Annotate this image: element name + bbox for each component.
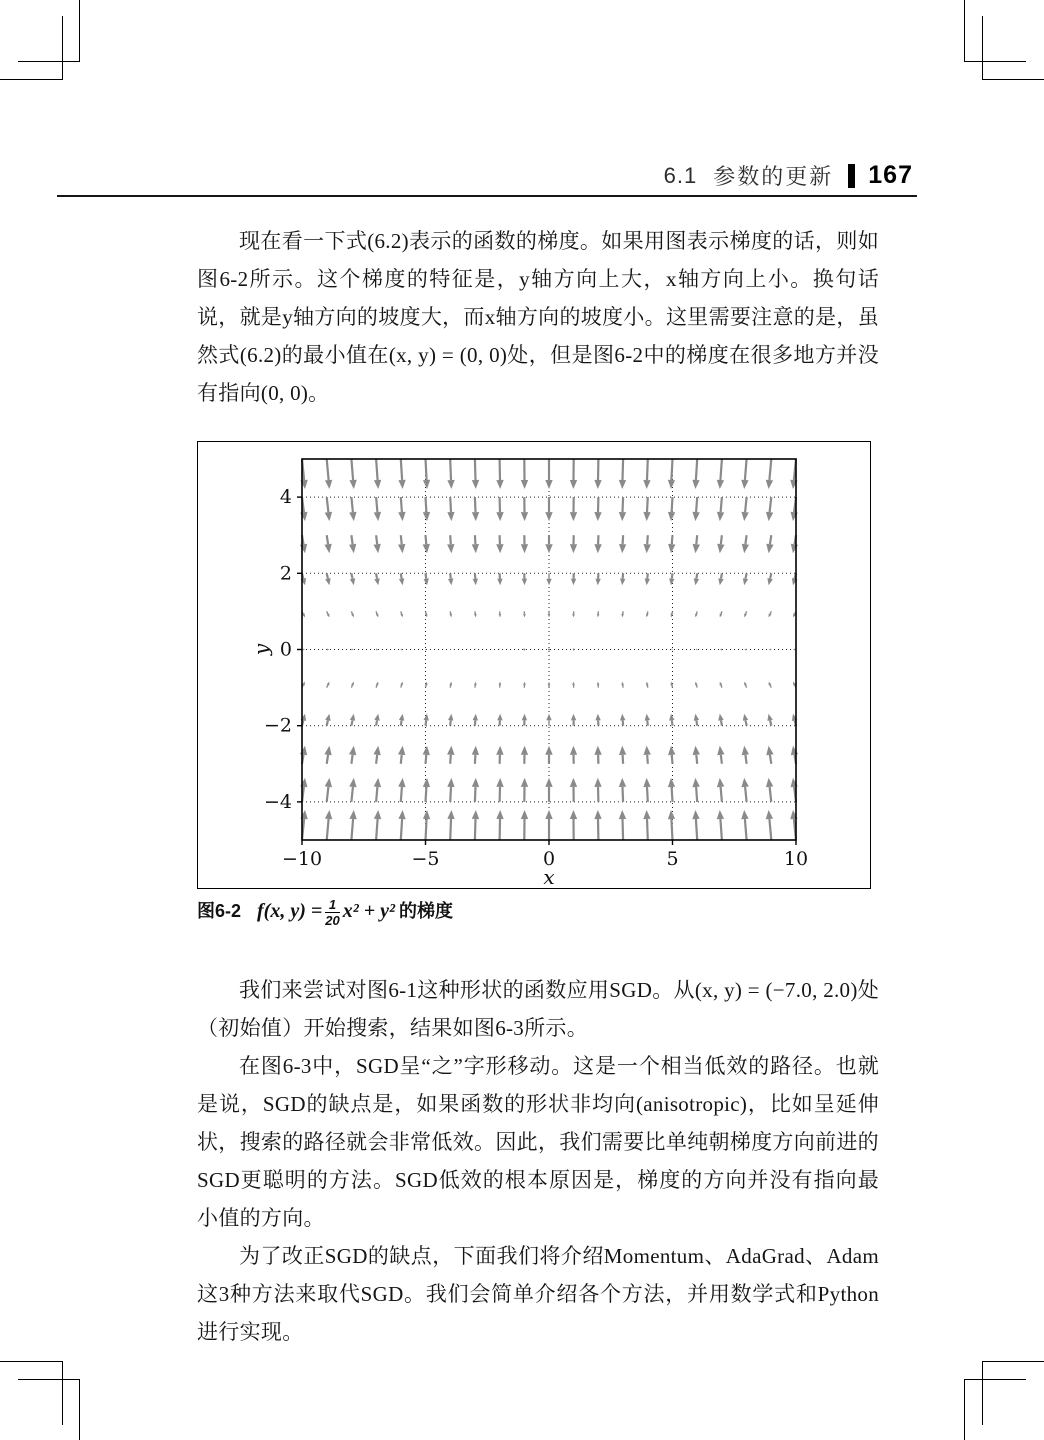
paragraph: 为了改正SGD的缺点，下面我们将介绍Momentum、AdaGrad、Adam这3种方法来取代SGD。我们会简单介绍各个方法，并用数学式和Python进行实现。 [197,1244,879,1344]
paragraph: 我们来尝试对图6-1这种形状的函数应用SGD。从(x, y) = (−7.0, 2.0)处（初始值）开始搜索，结果如图6-3所示。 [197,978,879,1040]
fraction-denominator: 20 [325,913,340,928]
caption-formula-f: f(x, y) = [257,900,323,922]
svg-text:−10: −10 [281,848,323,870]
section-number: 6.1 [663,162,698,188]
crop-mark-bottom-right-inner [982,1361,1044,1425]
figure-caption [197,897,879,927]
svg-text:−4: −4 [263,790,292,813]
header-bar-divider [848,164,855,188]
figure-caption-label: 图6-2 [197,901,242,921]
svg-text:0: 0 [279,638,292,661]
caption-tail: 的梯度 [399,901,454,921]
caption-formula-fraction [325,898,339,927]
crop-mark-top-right-inner [982,16,1044,80]
paragraph: 现在看一下式(6.2)表示的函数的梯度。如果用图表示梯度的话，则如图6-2所示。这个梯度的特征是，y轴方向上大，x轴方向上小。换句话说，就是y轴方向的坡度大，而x轴方向的坡度小。这里需要注意的是，虽然式(6.2)的最小值在(x, y) = (0, 0)处，但是图6-2中的梯度在很多地方并没有指向(0, 0)。 [197,229,879,405]
crop-mark-top-left-inner [0,16,63,80]
figure-6-2-plot [198,442,870,887]
svg-text:0: 0 [542,848,556,870]
caption-formula-rest: x² + y² [342,900,396,922]
paragraph: 在图6-3中，SGD呈“之”字形移动。这是一个相当低效的路径。也就是说，SGD的缺点是，如果函数的形状非均向(anisotropic)，比如呈延伸状，搜索的路径就会非常低效。因此，我们需要比单纯朝梯度方向前进的SGD更聪明的方法。SGD低效的根本原因是，梯度的方向并没有指向最小值的方向。 [197,1054,879,1230]
fraction-numerator: 1 [325,898,339,913]
svg-text:2: 2 [279,562,292,585]
figure-6-2 [197,441,871,889]
svg-text:−5: −5 [411,848,440,870]
svg-text:y: y [249,643,273,656]
page-number: 167 [868,161,913,189]
svg-text:4: 4 [279,486,292,509]
svg-text:5: 5 [666,848,679,870]
svg-text:x: x [543,865,555,887]
svg-text:−2: −2 [263,714,292,737]
crop-mark-bottom-left-inner [0,1361,63,1425]
running-head [0,160,913,191]
section-title: 参数的更新 [713,164,834,189]
svg-text:10: 10 [783,848,809,870]
header-rule [57,195,917,197]
paragraph-block-2 [197,971,879,1351]
paragraph-block-1 [197,222,879,412]
